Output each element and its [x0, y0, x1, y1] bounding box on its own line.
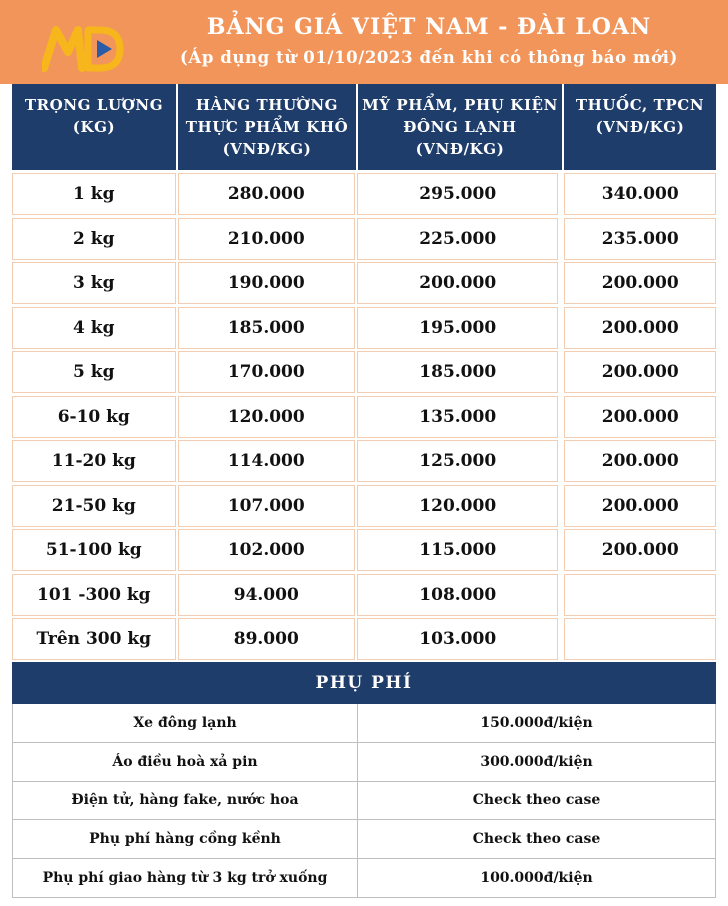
- page-subtitle: (Áp dụng từ 01/10/2023 đến khi có thông báo mới): [180, 48, 678, 67]
- weight-cell: 5 kg: [12, 351, 176, 393]
- medicine-price-cell: 200.000: [564, 307, 716, 349]
- cosmetics-price-cell: 125.000: [357, 440, 558, 482]
- medicine-price-cell: 200.000: [564, 485, 716, 527]
- table-row: [12, 439, 716, 484]
- medicine-price-cell: [564, 574, 716, 616]
- surcharge-item: Điện tử, hàng fake, nước hoa: [12, 782, 358, 820]
- regular-price-cell: 170.000: [178, 351, 355, 393]
- page-title: BẢNG GIÁ VIỆT NAM - ĐÀI LOAN: [206, 14, 652, 40]
- surcharge-item: Áo điều hoà xả pin: [12, 743, 358, 781]
- price-table-header: [12, 84, 716, 170]
- surcharge-fee: Check theo case: [358, 782, 716, 820]
- regular-price-cell: 210.000: [178, 218, 355, 260]
- cosmetics-price-cell: 120.000: [357, 485, 558, 527]
- cosmetics-price-cell: 108.000: [357, 574, 558, 616]
- cosmetics-price-cell: 295.000: [357, 173, 558, 215]
- weight-cell: 101 -300 kg: [12, 574, 176, 616]
- weight-cell: 21-50 kg: [12, 485, 176, 527]
- surcharge-fee: 100.000đ/kiện: [358, 859, 716, 897]
- cosmetics-price-cell: 115.000: [357, 529, 558, 571]
- table-row: [12, 573, 716, 618]
- weight-cell: 4 kg: [12, 307, 176, 349]
- surcharge-fee: 150.000đ/kiện: [358, 704, 716, 742]
- medicine-price-cell: 200.000: [564, 529, 716, 571]
- table-row: [12, 484, 716, 529]
- price-table-body: [12, 172, 716, 662]
- column-header-medicine: THUỐC, TPCN (VNĐ/KG): [575, 96, 705, 136]
- table-row: [12, 350, 716, 395]
- md-logo-icon: [42, 22, 124, 72]
- weight-cell: 11-20 kg: [12, 440, 176, 482]
- regular-price-cell: 190.000: [178, 262, 355, 304]
- regular-price-cell: 185.000: [178, 307, 355, 349]
- surcharge-fee: 300.000đ/kiện: [358, 743, 716, 781]
- regular-price-cell: 94.000: [178, 574, 355, 616]
- surcharge-row: [12, 743, 716, 782]
- weight-cell: Trên 300 kg: [12, 618, 176, 660]
- surcharge-item: Phụ phí hàng cồng kềnh: [12, 820, 358, 858]
- table-row: [12, 306, 716, 351]
- weight-cell: 51-100 kg: [12, 529, 176, 571]
- weight-cell: 6-10 kg: [12, 396, 176, 438]
- regular-price-cell: 107.000: [178, 485, 355, 527]
- surcharge-row: [12, 782, 716, 821]
- medicine-price-cell: 200.000: [564, 351, 716, 393]
- cosmetics-price-cell: 225.000: [357, 218, 558, 260]
- cosmetics-price-cell: 195.000: [357, 307, 558, 349]
- table-row: [12, 217, 716, 262]
- regular-price-cell: 102.000: [178, 529, 355, 571]
- regular-price-cell: 280.000: [178, 173, 355, 215]
- surcharge-item: Xe đông lạnh: [12, 704, 358, 742]
- medicine-price-cell: 200.000: [564, 440, 716, 482]
- table-row: [12, 261, 716, 306]
- regular-price-cell: 120.000: [178, 396, 355, 438]
- cosmetics-price-cell: 103.000: [357, 618, 558, 660]
- regular-price-cell: 114.000: [178, 440, 355, 482]
- medicine-price-cell: 235.000: [564, 218, 716, 260]
- weight-cell: 2 kg: [12, 218, 176, 260]
- cosmetics-price-cell: 135.000: [357, 396, 558, 438]
- surcharge-fee: Check theo case: [358, 820, 716, 858]
- table-row: [12, 395, 716, 440]
- regular-price-cell: 89.000: [178, 618, 355, 660]
- medicine-price-cell: 340.000: [564, 173, 716, 215]
- medicine-price-cell: 200.000: [564, 396, 716, 438]
- medicine-price-cell: [564, 618, 716, 660]
- surcharge-item: Phụ phí giao hàng từ 3 kg trở xuống: [12, 859, 358, 897]
- surcharge-row: [12, 704, 716, 743]
- table-row: [12, 528, 716, 573]
- surcharge-title: PHỤ PHÍ: [12, 662, 716, 704]
- medicine-price-cell: 200.000: [564, 262, 716, 304]
- cosmetics-price-cell: 200.000: [357, 262, 558, 304]
- column-header-cosmetics: MỸ PHẨM, PHỤ KIỆN ĐÔNG LẠNH (VNĐ/KG): [358, 84, 564, 170]
- column-header-weight: TRỌNG LƯỢNG (KG): [12, 84, 178, 170]
- weight-cell: 1 kg: [12, 173, 176, 215]
- table-row: [12, 617, 716, 662]
- surcharge-row: [12, 820, 716, 859]
- weight-cell: 3 kg: [12, 262, 176, 304]
- header-banner: [0, 0, 728, 84]
- surcharge-table: [12, 704, 716, 898]
- surcharge-row: [12, 859, 716, 898]
- column-header-regular: HÀNG THƯỜNG THỰC PHẨM KHÔ (VNĐ/KG): [178, 84, 358, 170]
- table-row: [12, 172, 716, 217]
- cosmetics-price-cell: 185.000: [357, 351, 558, 393]
